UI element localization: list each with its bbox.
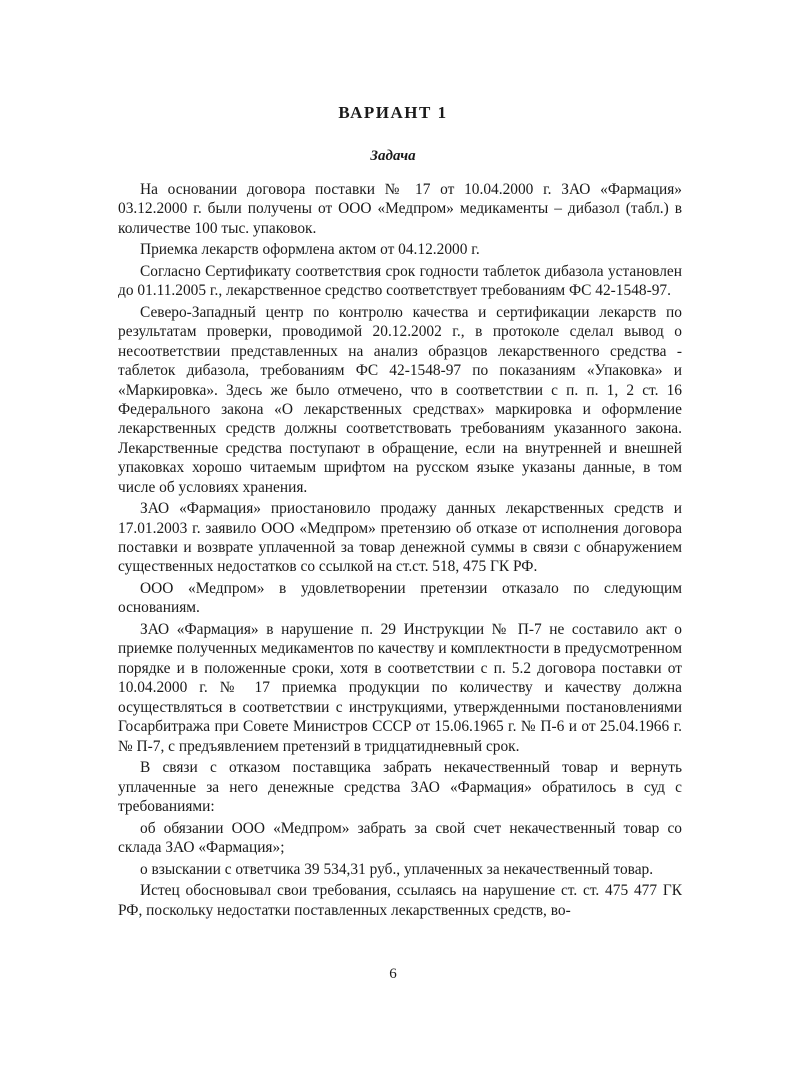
paragraph-refusal: ООО «Медпром» в удовлетворении претензии отказало по следующим основаниям. [118, 580, 682, 617]
paragraph-inspection: Северо-Западный центр по контролю качества и сертификации лекарств по результатам проверки, проводимой 20.12.2002 г., в протоколе сделал вывод о несоответствии представленных на анализ образцов лекарственного средства - таблеток дибазола, требованиям ФС 42-1548-97 по показаниям «Упаковка» и «Маркировка». Здесь же было отмечено, что в соответствии с п. п. 1, 2 ст. 16 Федерального закона «О лекарственных средствах» маркировка и оформление лекарственных средств должны соответствовать требованиям указанного закона. Лекарственные средства поступают в обращение, если на внутренней и внешней упаковках хорошо читаемым шрифтом на русском языке указаны данные, в том числе об условиях хранения. [118, 304, 682, 496]
paragraph-demand-take-back: об обязании ООО «Медпром» забрать за свой счет некачественный товар со склада ЗАО «Фармация»; [118, 819, 682, 856]
paragraph-claim: ЗАО «Фармация» приостановило продажу данных лекарственных средств и 17.01.2003 г. заявило ООО «Медпром» претензию об отказе от исполнения договора поставки и возврате уплаченной за товар денежной суммы в связи с обнаружением существенных недостатков со ссылкой на ст.ст. 518, 475 ГК РФ. [118, 500, 682, 576]
paragraph-contract: На основании договора поставки № 17 от 10.04.2000 г. ЗАО «Фармация» 03.12.2000 г. были получены от ООО «Медпром» медикаменты – дибазол (табл.) в количестве 100 тыс. упаковок. [118, 181, 682, 237]
paragraph-lawsuit: В связи с отказом поставщика забрать некачественный товар и вернуть уплаченные за него денежные средства ЗАО «Фармация» обратилось в суд с требованиями: [118, 759, 682, 815]
paragraph-certificate: Согласно Сертификату соответствия срок годности таблеток дибазола установлен до 01.11.2005 г., лекарственное средство соответствует требованиям ФС 42-1548-97. [118, 263, 682, 300]
task-title: Задача [370, 148, 416, 164]
paragraph-demand-recovery: о взыскании с ответчика 39 534,31 руб., уплаченных за некачественный товар. [140, 860, 654, 878]
variant-title: ВАРИАНТ 1 [338, 103, 448, 122]
paragraph-acceptance-act: Приемка лекарств оформлена актом от 04.12.2000 г. [140, 241, 480, 259]
paragraph-plaintiff-grounds: Истец обосновывал свои требования, ссылаясь на нарушение ст. ст. 475 477 ГК РФ, поскольку недостатки поставленных лекарственных средств, во- [118, 882, 682, 919]
paragraph-violation: ЗАО «Фармация» в нарушение п. 29 Инструкции № П-7 не составило акт о приемке полученных медикаментов по качеству и комплектности в предусмотренном порядке и в положенные сроки, хотя в соответствии с п. 5.2 договора поставки от 10.04.2000 г. № 17 приемка продукции по количеству и качеству должна осуществляться в соответствии с инструкциями, утвержденными постановлениями Госарбитража при Совете Министров СССР от 15.06.1965 г. № П-6 и от 25.04.1966 г. № П-7, с предъявлением претензий в тридцатидневный срок. [118, 621, 682, 755]
body-text [118, 180, 682, 922]
page-number: 6 [389, 966, 397, 982]
